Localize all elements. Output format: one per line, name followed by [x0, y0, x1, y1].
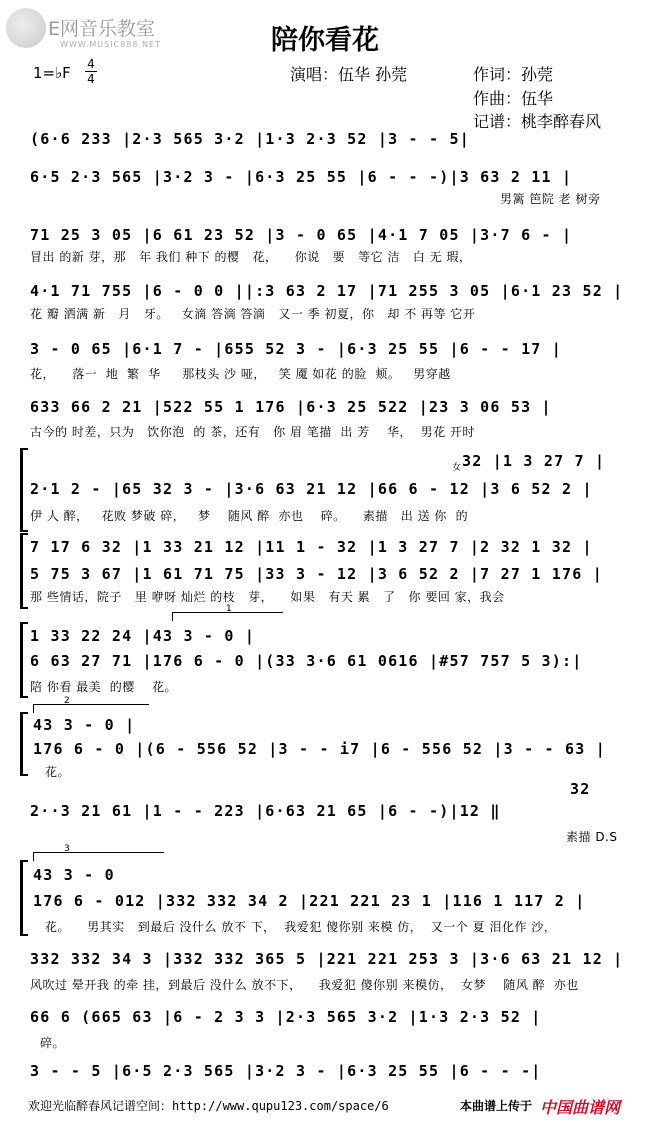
upper-staff-row: 43 3 - 0 [33, 866, 115, 884]
lyric-line: 古今的 时差，只为 饮你泡 的 茶，还有 你 眉 笔描 出 芳 华， 男花 开时 [30, 425, 475, 439]
lyricist: 作词：孙莞 [473, 65, 554, 84]
score-row: 2·1 2 - |65 32 3 - |3·6 63 21 12 |66 6 - 12 |3 6 52 2 | [30, 480, 593, 498]
lyric-line: 花， 落一 地 繁 华 那枝头 沙 哑， 笑 魇 如花 的脸 颊。 男穿越 [30, 367, 451, 381]
system-brace [20, 860, 28, 936]
lyric-line: 冒出 的新 芽，那 年 我们 种下 的樱 花， 你说 要 等它 洁 白 无 瑕， [30, 250, 472, 264]
score-row: 5 75 3 67 |1 61 71 75 |33 3 - 12 |3 6 52 2 |7 27 1 176 | [30, 565, 603, 583]
lyric-line: 花。 [45, 765, 71, 779]
footer-upload-text: 本曲谱上传于 [460, 1099, 533, 1113]
system-brace [20, 622, 28, 698]
score-row: 6·5 2·3 565 |3·2 3 - |6·3 25 55 |6 - - -)|3 63 2 11 | [30, 168, 573, 186]
upper-staff-row: 7 17 6 32 |1 33 21 12 |11 1 - 32 |1 3 27 7 |2 32 1 32 | [30, 538, 593, 556]
voice-marker: 女 [452, 463, 462, 473]
lyric-line: 素描 D.S [566, 830, 618, 844]
score-row: (6·6 233 |2·3 565 3·2 |1·3 2·3 52 |3 - - 5| [30, 130, 470, 148]
volta-number: 1 [226, 604, 232, 614]
composer: 作曲：伍华 [473, 89, 554, 108]
score-row: 66 6 (665 63 |6 - 2 3 3 |2·3 565 3·2 |1·3 2·3 52 | [30, 1008, 542, 1026]
brand-logo [540, 1095, 620, 1118]
lyric-line: 陪 你看 最美 的樱 花。 [30, 680, 178, 694]
score-row: 3 - - 5 |6·5 2·3 565 |3·2 3 - |6·3 25 55 |6 - - -| [30, 1062, 542, 1080]
upper-staff-row: 32 [570, 780, 591, 798]
time-signature [85, 58, 97, 85]
score-row: 6 63 27 71 |176 6 - 0 |(33 3·6 61 0616 |#57 757 5 3):| [30, 652, 583, 670]
upper-staff-row: 1 33 22 24 |43 3 - 0 | [30, 627, 256, 645]
lyric-line: 碎。 [40, 1036, 66, 1050]
score-row: 176 6 - 0 |(6 - 556 52 |3 - - i7 |6 - 556 52 |3 - - 63 | [33, 740, 606, 758]
score-row: 176 6 - 012 |332 332 34 2 |221 221 23 1 |116 1 117 2 | [33, 892, 586, 910]
transcriber: 记谱：桃李醉春风 [473, 112, 602, 131]
brand-name: 中国曲谱网 [540, 1098, 621, 1117]
score-row: 3 - 0 65 |6·1 7 - |655 52 3 - |6·3 25 55 |6 - - 17 | [30, 340, 562, 358]
singers: 演唱：伍华 孙莞 [290, 65, 408, 84]
lyric-line: 男篱 笆院 老 树旁 [500, 192, 601, 206]
system-brace [20, 533, 28, 609]
volta-number: 3 [64, 844, 70, 854]
lyric-line: 风吹过 晕开我 的牵 挂，到最后 没什么 放不下， 我爱犯 傻你别 来模仿， 女梦 随风 醉 亦也 [30, 978, 579, 992]
watermark-url: WWW.MUSIC888.NET [60, 40, 161, 49]
time-signature-top: 4 [87, 57, 95, 71]
volta-bracket [33, 852, 164, 861]
lyric-line: 花 瓣 洒满 新 月 牙。 女滴 答滴 答滴 又一 季 初夏，你 却 不 再等 它开 [30, 307, 476, 321]
score-row: 4·1 71 755 |6 - 0 0 ||:3 63 2 17 |71 255 3 05 |6·1 23 52 | [30, 282, 624, 300]
watermark-site-name: E网音乐教室 [48, 18, 156, 40]
system-brace [20, 712, 28, 776]
song-title: 陪你看花 [271, 25, 379, 56]
key-signature: 1=♭F [33, 64, 71, 82]
score-row: 332 332 34 3 |332 332 365 5 |221 221 253 3 |3·6 63 21 12 | [30, 950, 624, 968]
score-row: 71 25 3 05 |6 61 23 52 |3 - 0 65 |4·1 7 05 |3·7 6 - | [30, 226, 573, 244]
lyric-line: 花。 男其实 到最后 没什么 放不 下， 我爱犯 傻你别 来模 仿， 又一个 夏 泪化作 沙， [45, 920, 557, 934]
upper-staff-row: 32 |1 3 27 7 | [462, 452, 606, 470]
lyric-line: 那 些情话，院子 里 咿呀 灿烂 的枝 芽， 如果 有天 累 了 你 要回 家，我会 [30, 590, 505, 604]
volta-bracket [33, 704, 149, 713]
system-brace [20, 448, 28, 532]
upper-staff-row: 43 3 - 0 | [33, 716, 136, 734]
score-row: 2··3 21 61 |1 - - 223 |6·63 21 65 |6 - -)|12 ‖ [30, 802, 501, 820]
score-row: 633 66 2 21 |522 55 1 176 |6·3 25 522 |23 3 06 53 | [30, 398, 552, 416]
footer-url-text: 欢迎光临醉春风记谱空间：http://www.qupu123.com/space/6 [28, 1099, 389, 1113]
time-signature-bottom: 4 [87, 72, 95, 86]
volta-number: 2 [64, 696, 70, 706]
lyric-line: 伊 人 醉， 花败 梦破 碎， 梦 随风 醉 亦也 碎。 素描 出 送 你 的 [30, 509, 469, 523]
